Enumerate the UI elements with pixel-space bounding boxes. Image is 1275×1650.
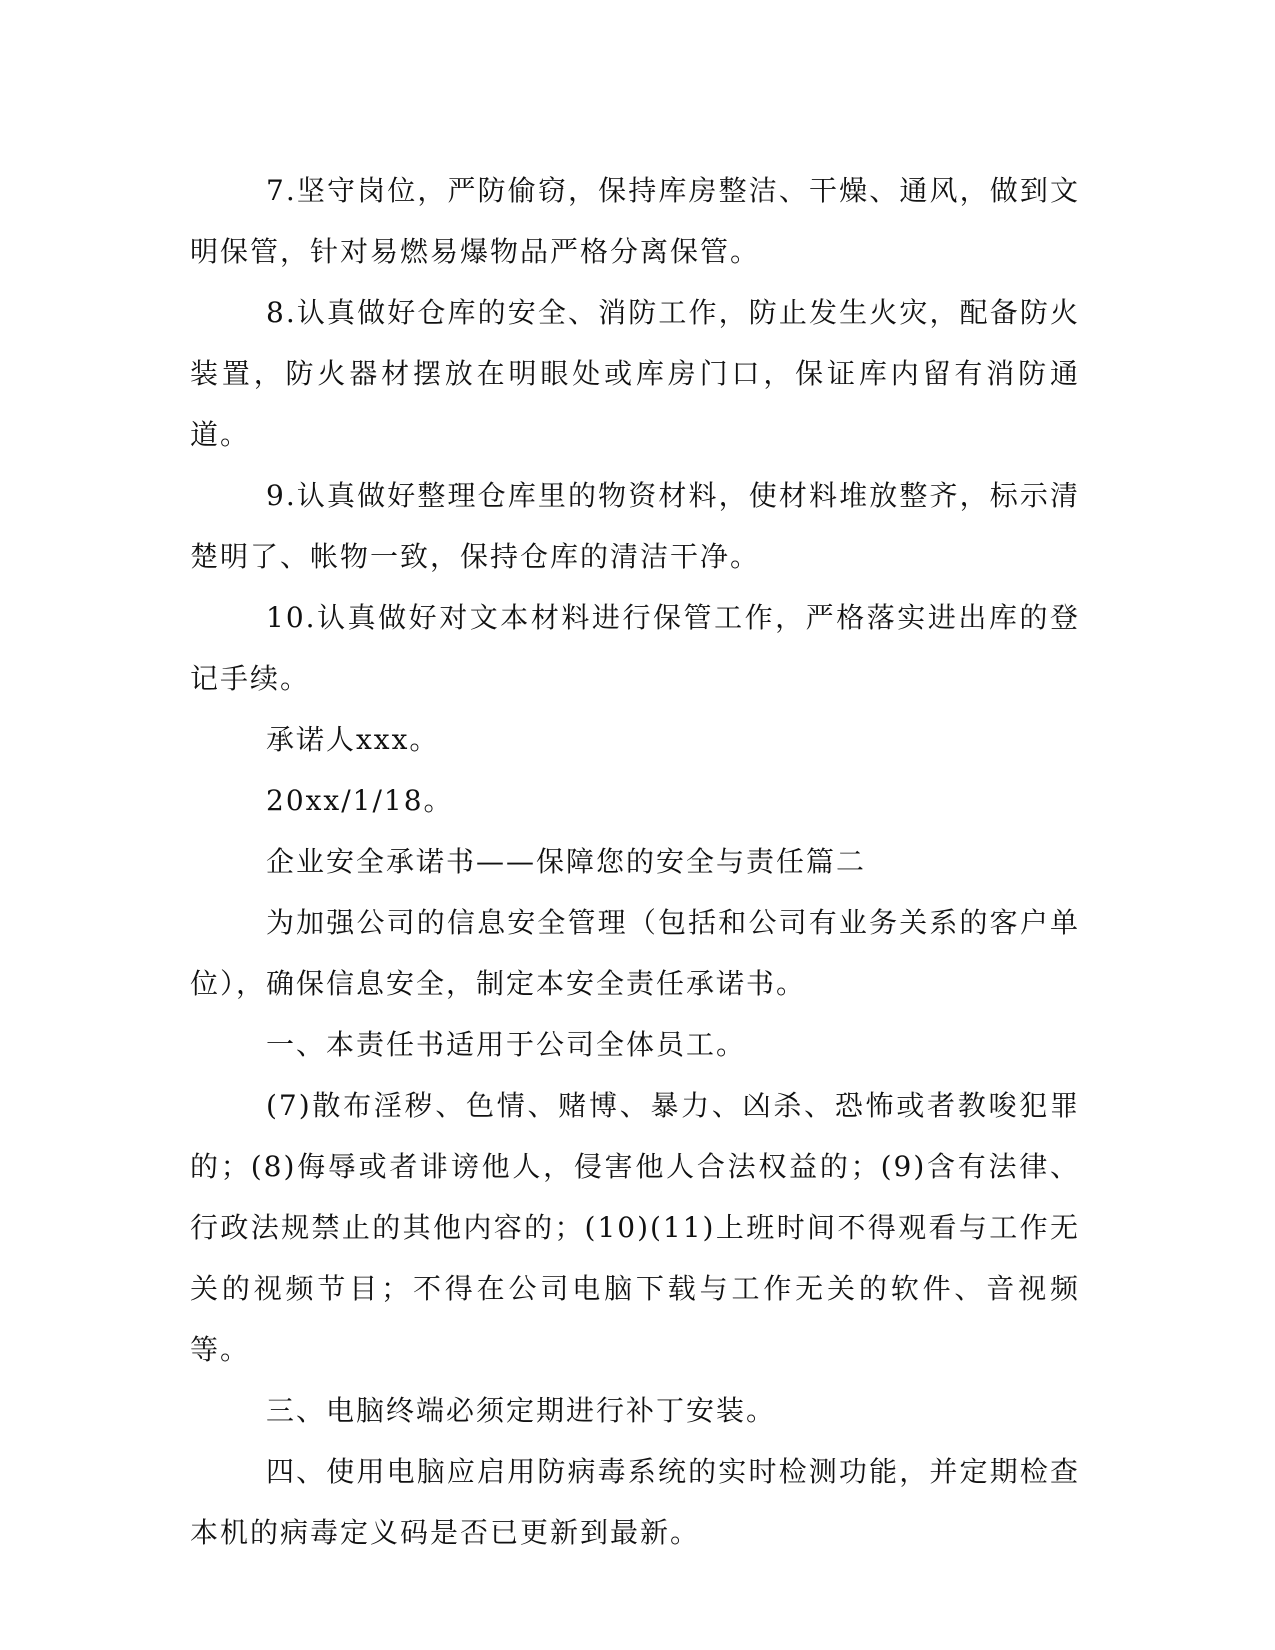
antivirus-paragraph: 四、使用电脑应启用防病毒系统的实时检测功能，并定期检查本机的病毒定义码是否已更新到最新。: [190, 1455, 1080, 1549]
document-body: [190, 160, 1080, 1563]
date-line: 20xx/1/18。: [266, 784, 454, 817]
prohibited-content-paragraph: (7)散布淫秽、色情、赌博、暴力、凶杀、恐怖或者教唆犯罪的；(8)侮辱或者诽谤他人，侵害他人合法权益的；(9)含有法律、行政法规禁止的其他内容的；(10)(11)上班时间不得观看与工作无关的视频节目；不得在公司电脑下载与工作无关的软件、音视频等。: [190, 1089, 1080, 1366]
paragraph-item-9: 9.认真做好整理仓库里的物资材料，使材料堆放整齐，标示清楚明了、帐物一致，保持仓库的清洁干净。: [190, 479, 1080, 573]
paragraph-item-8: 8.认真做好仓库的安全、消防工作，防止发生火灾，配备防火装置，防火器材摆放在明眼处或库房门口，保证库内留有消防通道。: [190, 296, 1080, 451]
intro-paragraph: 为加强公司的信息安全管理（包括和公司有业务关系的客户单位），确保信息安全，制定本安全责任承诺书。: [190, 906, 1080, 1000]
section-title: 企业安全承诺书——保障您的安全与责任篇二: [266, 845, 867, 878]
paragraph-item-7: 7.坚守岗位，严防偷窃，保持库房整洁、干燥、通风，做到文明保管，针对易燃易爆物品严格分离保管。: [190, 174, 1080, 268]
paragraph-item-10: 10.认真做好对文本材料进行保管工作，严格落实进出库的登记手续。: [190, 601, 1080, 695]
scope-paragraph: 一、本责任书适用于公司全体员工。: [266, 1028, 747, 1061]
patch-paragraph: 三、电脑终端必须定期进行补丁安装。: [266, 1394, 777, 1427]
signer-line: 承诺人xxx。: [266, 723, 440, 756]
